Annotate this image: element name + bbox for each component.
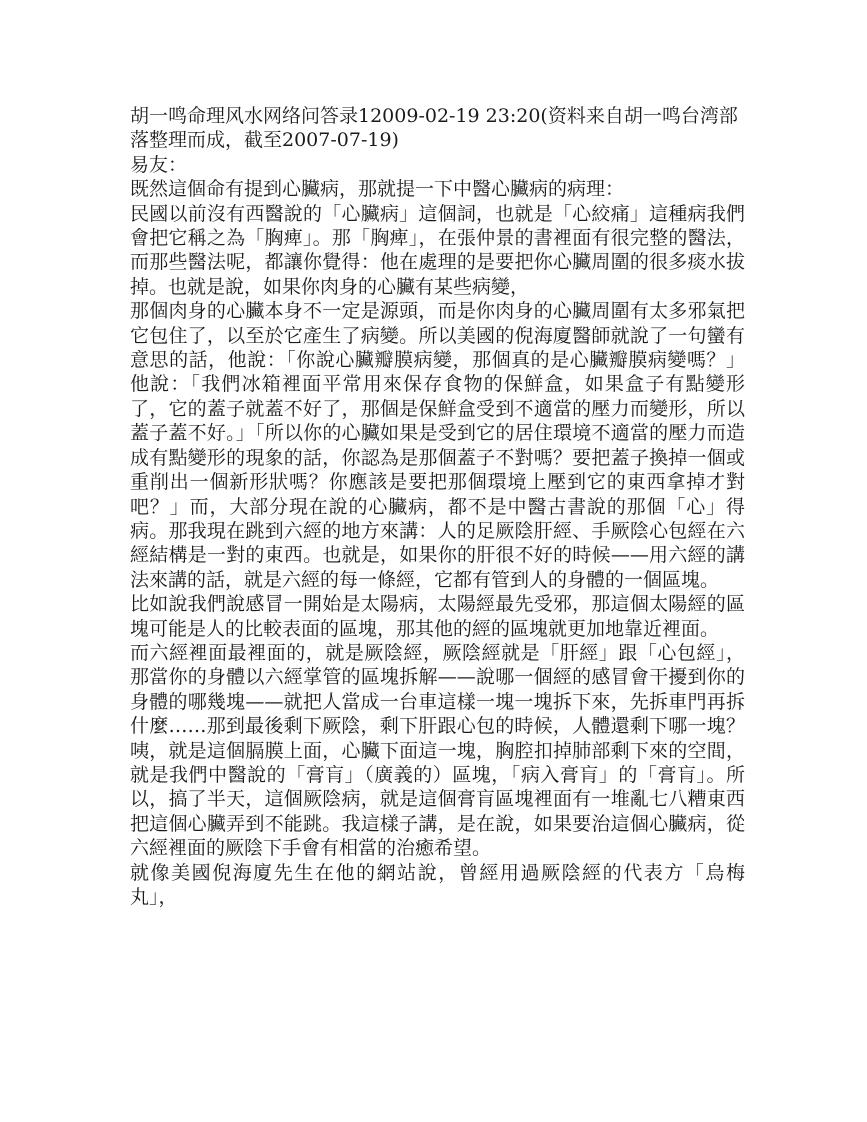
paragraph: 民國以前沒有西醫說的「心臟病」這個詞，也就是「心絞痛」這種病我們會把它稱之為「胸痺」。那「胸痺」，在張仲景的書裡面有很完整的醫法，而那些醫法呢，都讓你覺得：他在處理的是要把你心臟周圍的很多痰水拔掉。也就是說，如果你肉身的心臟有某些病變， [130,202,745,298]
document-body [130,104,745,909]
paragraph: 那個肉身的心臟本身不一定是源頭，而是你肉身的心臟周圍有太多邪氣把它包住了，以至於它產生了病變。所以美國的倪海廈醫師就說了一句蠻有意思的話，他說：「你說心臟瓣膜病變，那個真的是心臟瓣膜病變嗎？」他說：「我們冰箱裡面平常用來保存食物的保鮮盒，如果盒子有點變形了，它的蓋子就蓋不好了，那個是保鮮盒受到不適當的壓力而變形，所以蓋子蓋不好。」「所以你的心臟如果是受到它的居住環境不適當的壓力而造成有點變形的現象的話，你認為是那個蓋子不對嗎？要把蓋子換掉一個或重削出一個新形狀嗎？你應該是要把那個環境上壓到它的東西拿掉才對吧？」而，大部分現在說的心臟病，都不是中醫古書說的那個「心」得病。那我現在跳到六經的地方來講：人的足厥陰肝經、手厥陰心包經在六經結構是一對的東西。也就是，如果你的肝很不好的時候——用六經的講法來講的話，就是六經的每一條經，它都有管到人的身體的一個區塊。 [130,300,745,591]
paragraph: 比如說我們說感冒一開始是太陽病，太陽經最先受邪，那這個太陽經的區塊可能是人的比較表面的區塊，那其他的經的區塊就更加地靠近裡面。 [130,593,745,640]
paragraph: 既然這個命有提到心臟病，那就提一下中醫心臟病的病理： [130,178,625,201]
paragraph: 就像美國倪海廈先生在他的網站說，曾經用過厥陰經的代表方「烏梅丸」， [130,861,745,908]
paragraph: 而六經裡面最裡面的，就是厥陰經，厥陰經就是「肝經」跟「心包經」，那當你的身體以六經掌管的區塊拆解——說哪一個經的感冒會干擾到你的身體的哪幾塊——就把人當成一台車這樣一塊一塊拆下來，先拆車門再拆什麼……那到最後剩下厥陰，剩下肝跟心包的時候，人體還剩下哪一塊？咦，就是這個膈膜上面，心臟下面這一塊，胸腔扣掉肺部剩下來的空間，就是我們中醫說的「膏肓」（廣義的）區塊，「病入膏肓」的「膏肓」。所以，搞了半天，這個厥陰病，就是這個膏肓區塊裡面有一堆亂七八糟東西把這個心臟弄到不能跳。我這樣子講，是在說，如果要治這個心臟病，從六經裡面的厥陰下手會有相當的治癒希望。 [130,641,745,860]
salutation: 易友： [130,153,188,176]
document-header: 胡一鸣命理风水网络问答录12009-02-19 23:20(资料来自胡一鸣台湾部落整理而成，截至2007-07-19) [130,105,738,152]
